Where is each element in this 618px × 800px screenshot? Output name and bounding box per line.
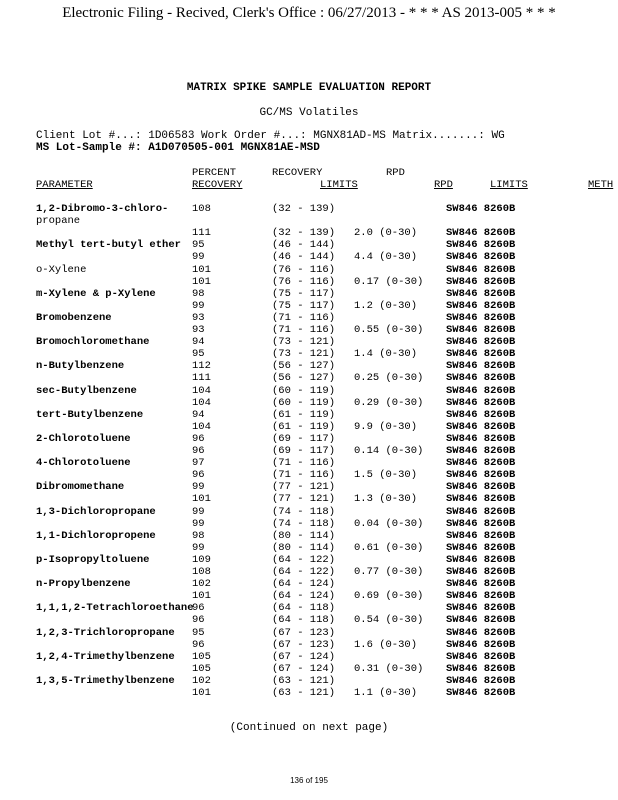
table-row (0, 469, 618, 481)
recovery-cell: 99 (192, 299, 205, 312)
method-cell: SW846 8260B (446, 396, 516, 409)
limits-cell: (69 - 117) (272, 445, 336, 457)
rpd-cell: 2.0 (0-30) (354, 227, 418, 240)
table-row (0, 614, 618, 626)
table-row (0, 542, 618, 554)
rpd-cell: 0.69 (0-30) (354, 590, 424, 603)
rpd-cell: 1.4 (0-30) (354, 348, 418, 361)
filing-stamp: Electronic Filing - Recived, Clerk's Office : 06/27/2013 - * * * AS 2013-005 * * * (62, 5, 556, 21)
recovery-cell: 99 (192, 251, 205, 264)
parameter-cell: p-Isopropyltoluene (36, 553, 150, 566)
parameter-cell: Dibromomethane (36, 481, 125, 494)
recovery-cell: 98 (192, 287, 205, 300)
limits-cell: (64 - 122) (272, 553, 336, 566)
col-rpd: RPD (434, 179, 453, 191)
table-row (0, 481, 618, 493)
table-row (0, 506, 618, 518)
method-cell: SW846 8260B (446, 287, 516, 300)
table-row (0, 663, 618, 675)
recovery-cell: 112 (192, 360, 211, 373)
parameter-cell: 4-Chlorotoluene (36, 457, 131, 470)
limits-cell: (75 - 117) (272, 287, 336, 300)
rpd-cell: 1.5 (0-30) (354, 469, 418, 482)
rpd-cell: 0.25 (0-30) (354, 372, 424, 385)
table-row (0, 409, 618, 421)
recovery-cell: 104 (192, 396, 211, 409)
table-row (0, 554, 618, 566)
recovery-cell: 101 (192, 493, 211, 506)
header-line-ms-lot: MS Lot-Sample #: A1D070505-001 MGNX81AE-MSD (36, 142, 320, 154)
recovery-cell: 94 (192, 336, 205, 349)
table-row (0, 312, 618, 324)
limits-cell: (71 - 116) (272, 324, 336, 336)
parameter-cell: 1,3,5-Trimethylbenzene (36, 674, 175, 687)
parameter-cell: Bromochloromethane (36, 336, 150, 349)
method-cell: SW846 8260B (446, 578, 516, 591)
limits-cell: (74 - 118) (272, 517, 336, 530)
method-cell: SW846 8260B (446, 687, 516, 699)
limits-cell: (71 - 116) (272, 311, 336, 324)
method-cell: SW846 8260B (446, 251, 516, 264)
rpd-cell: 0.55 (0-30) (354, 324, 424, 336)
rpd-cell: 0.61 (0-30) (354, 541, 424, 554)
limits-cell: (80 - 114) (272, 529, 336, 542)
table-row (0, 203, 618, 215)
report-title: MATRIX SPIKE SAMPLE EVALUATION REPORT (186, 82, 432, 94)
recovery-cell: 96 (192, 638, 205, 651)
method-cell: SW846 8260B (446, 432, 516, 445)
recovery-cell: 95 (192, 348, 205, 361)
rpd-cell: 0.77 (0-30) (354, 566, 424, 578)
table-row (0, 397, 618, 409)
limits-cell: (73 - 121) (272, 348, 336, 361)
method-cell: SW846 8260B (446, 553, 516, 566)
method-cell: SW846 8260B (446, 348, 516, 361)
recovery-cell: 102 (192, 578, 211, 591)
recovery-cell: 105 (192, 650, 211, 663)
method-cell: SW846 8260B (446, 614, 516, 627)
table-row (0, 518, 618, 530)
limits-cell: (63 - 121) (272, 674, 336, 687)
table-row (0, 566, 618, 578)
limits-cell: (71 - 116) (272, 469, 336, 482)
limits-cell: (60 - 119) (272, 384, 336, 397)
method-cell: SW846 8260B (446, 517, 516, 530)
limits-cell: (67 - 123) (272, 626, 336, 639)
recovery-cell: 95 (192, 239, 205, 252)
recovery-cell: 101 (192, 687, 211, 699)
parameter-cell: Bromobenzene (36, 311, 112, 324)
method-cell: SW846 8260B (446, 420, 516, 433)
method-cell: SW846 8260B (446, 324, 516, 336)
limits-cell: (61 - 119) (272, 420, 336, 433)
col-method: METH (588, 179, 614, 191)
col-rpd-limits: LIMITS (490, 179, 528, 191)
table-row (0, 264, 618, 276)
parameter-cell: 1,2-Dibromo-3-chloro- (36, 203, 169, 215)
rpd-cell: 4.4 (0-30) (354, 251, 418, 264)
table-row (0, 433, 618, 445)
table-row (0, 675, 618, 687)
recovery-cell: 96 (192, 469, 205, 482)
parameter-cell: 1,3-Dichloropropane (36, 505, 156, 518)
rpd-cell: 0.29 (0-30) (354, 396, 424, 409)
recovery-cell: 93 (192, 324, 205, 336)
rpd-cell: 0.31 (0-30) (354, 662, 424, 675)
table-row (0, 421, 618, 433)
method-cell: SW846 8260B (446, 275, 516, 288)
limits-cell: (67 - 124) (272, 662, 336, 675)
method-cell: SW846 8260B (446, 263, 516, 276)
recovery-cell: 99 (192, 541, 205, 554)
method-cell: SW846 8260B (446, 360, 516, 373)
limits-cell: (60 - 119) (272, 396, 336, 409)
limits-cell: (64 - 122) (272, 566, 336, 578)
table-row (0, 445, 618, 457)
recovery-cell: 111 (192, 372, 211, 385)
limits-cell: (76 - 116) (272, 263, 336, 276)
method-cell: SW846 8260B (446, 590, 516, 603)
parameter-cell: n-Butylbenzene (36, 360, 125, 373)
recovery-cell: 105 (192, 662, 211, 675)
table-row (0, 251, 618, 263)
limits-cell: (56 - 127) (272, 372, 336, 385)
table-row (0, 687, 618, 699)
limits-cell: (80 - 114) (272, 541, 336, 554)
rpd-cell: 1.2 (0-30) (354, 299, 418, 312)
limits-cell: (64 - 118) (272, 614, 336, 627)
recovery-cell: 104 (192, 420, 211, 433)
recovery-cell: 96 (192, 614, 205, 627)
table-row (0, 336, 618, 348)
method-cell: SW846 8260B (446, 457, 516, 470)
recovery-cell: 104 (192, 384, 211, 397)
limits-cell: (61 - 119) (272, 408, 336, 421)
parameter-cell: sec-Butylbenzene (36, 384, 137, 397)
recovery-cell: 96 (192, 445, 205, 457)
table-row (0, 348, 618, 360)
rpd-cell: 1.3 (0-30) (354, 493, 418, 506)
rpd-cell: 0.54 (0-30) (354, 614, 424, 627)
limits-cell: (67 - 123) (272, 638, 336, 651)
method-cell: SW846 8260B (446, 650, 516, 663)
limits-cell: (63 - 121) (272, 687, 336, 699)
recovery-cell: 109 (192, 553, 211, 566)
parameter-cell: 1,2,3-Trichloropropane (36, 626, 175, 639)
col-parameter: PARAMETER (36, 179, 93, 191)
method-cell: SW846 8260B (446, 505, 516, 518)
parameter-cell: tert-Butylbenzene (36, 408, 144, 421)
header-line-client: Client Lot #...: 1D06583 Work Order #...: MGNX81AD-MS Matrix.......: WG (36, 130, 505, 142)
recovery-cell: 93 (192, 311, 205, 324)
recovery-cell: 97 (192, 457, 205, 470)
limits-cell: (67 - 124) (272, 650, 336, 663)
table-row (0, 288, 618, 300)
rpd-cell: 1.1 (0-30) (354, 687, 418, 699)
table-row (0, 372, 618, 384)
limits-cell: (75 - 117) (272, 299, 336, 312)
parameter-cell: 1,2,4-Trimethylbenzene (36, 650, 175, 663)
limits-cell: (56 - 127) (272, 360, 336, 373)
method-cell: SW846 8260B (446, 384, 516, 397)
limits-cell: (46 - 144) (272, 239, 336, 252)
page-number: 136 of 195 (290, 776, 328, 785)
table-row (0, 639, 618, 651)
col-recovery: RECOVERY (192, 179, 243, 191)
col-limits: LIMITS (320, 179, 358, 191)
report-subtitle: GC/MS Volatiles (259, 107, 359, 119)
limits-cell: (69 - 117) (272, 432, 336, 445)
method-cell: SW846 8260B (446, 662, 516, 675)
method-cell: SW846 8260B (446, 445, 516, 457)
limits-cell: (74 - 118) (272, 505, 336, 518)
parameter-cell: 1,1-Dichloropropene (36, 529, 156, 542)
method-cell: SW846 8260B (446, 408, 516, 421)
table-row (0, 360, 618, 372)
method-cell: SW846 8260B (446, 203, 516, 215)
parameter-cell: n-Propylbenzene (36, 578, 131, 591)
table-row (0, 493, 618, 505)
table-row (0, 385, 618, 397)
parameter-cell: m-Xylene & p-Xylene (36, 287, 156, 300)
parameter-cell: Methyl tert-butyl ether (36, 239, 181, 252)
table-row (0, 651, 618, 663)
table-row (0, 324, 618, 336)
method-cell: SW846 8260B (446, 336, 516, 349)
limits-cell: (32 - 139) (272, 203, 336, 215)
col-rpd-top: RPD (386, 167, 405, 179)
recovery-cell: 99 (192, 517, 205, 530)
method-cell: SW846 8260B (446, 311, 516, 324)
recovery-cell: 95 (192, 626, 205, 639)
recovery-cell: 108 (192, 566, 211, 578)
limits-cell: (73 - 121) (272, 336, 336, 349)
parameter-cell: o-Xylene (36, 263, 87, 276)
limits-cell: (46 - 144) (272, 251, 336, 264)
limits-cell: (77 - 121) (272, 481, 336, 494)
recovery-cell: 101 (192, 590, 211, 603)
table-row (0, 530, 618, 542)
recovery-cell: 99 (192, 481, 205, 494)
parameter-cell: 1,1,1,2-Tetrachloroethane (36, 602, 194, 615)
limits-cell: (32 - 139) (272, 227, 336, 240)
table-row (0, 457, 618, 469)
limits-cell: (64 - 124) (272, 578, 336, 591)
method-cell: SW846 8260B (446, 372, 516, 385)
recovery-cell: 108 (192, 203, 211, 215)
rpd-cell: 0.14 (0-30) (354, 445, 424, 457)
rpd-cell: 1.6 (0-30) (354, 638, 418, 651)
limits-cell: (76 - 116) (272, 275, 336, 288)
method-cell: SW846 8260B (446, 602, 516, 615)
recovery-cell: 111 (192, 227, 211, 240)
recovery-cell: 101 (192, 263, 211, 276)
rpd-cell: 0.04 (0-30) (354, 517, 424, 530)
rpd-cell: 9.9 (0-30) (354, 420, 418, 433)
limits-cell: (64 - 118) (272, 602, 336, 615)
recovery-cell: 96 (192, 602, 205, 615)
method-cell: SW846 8260B (446, 541, 516, 554)
recovery-cell: 101 (192, 275, 211, 288)
col-recovery-top: RECOVERY (272, 167, 323, 179)
method-cell: SW846 8260B (446, 529, 516, 542)
method-cell: SW846 8260B (446, 227, 516, 240)
continued-note: (Continued on next page) (229, 722, 389, 734)
recovery-cell: 96 (192, 432, 205, 445)
method-cell: SW846 8260B (446, 638, 516, 651)
recovery-cell: 98 (192, 529, 205, 542)
method-cell: SW846 8260B (446, 299, 516, 312)
recovery-cell: 99 (192, 505, 205, 518)
method-cell: SW846 8260B (446, 493, 516, 506)
method-cell: SW846 8260B (446, 481, 516, 494)
table-row (0, 300, 618, 312)
table-row (0, 276, 618, 288)
table-row (0, 590, 618, 602)
table-row (0, 215, 618, 227)
table-row (0, 602, 618, 614)
col-percent: PERCENT (192, 167, 237, 179)
method-cell: SW846 8260B (446, 469, 516, 482)
table-row (0, 239, 618, 251)
limits-cell: (71 - 116) (272, 457, 336, 470)
method-cell: SW846 8260B (446, 626, 516, 639)
limits-cell: (77 - 121) (272, 493, 336, 506)
method-cell: SW846 8260B (446, 566, 516, 578)
recovery-cell: 102 (192, 674, 211, 687)
limits-cell: (64 - 124) (272, 590, 336, 603)
rpd-cell: 0.17 (0-30) (354, 275, 424, 288)
parameter-cell: 2-Chlorotoluene (36, 432, 131, 445)
recovery-cell: 94 (192, 408, 205, 421)
table-row (0, 627, 618, 639)
table-row (0, 578, 618, 590)
table-row (0, 227, 618, 239)
method-cell: SW846 8260B (446, 674, 516, 687)
method-cell: SW846 8260B (446, 239, 516, 252)
parameter-cell: propane (36, 215, 81, 228)
